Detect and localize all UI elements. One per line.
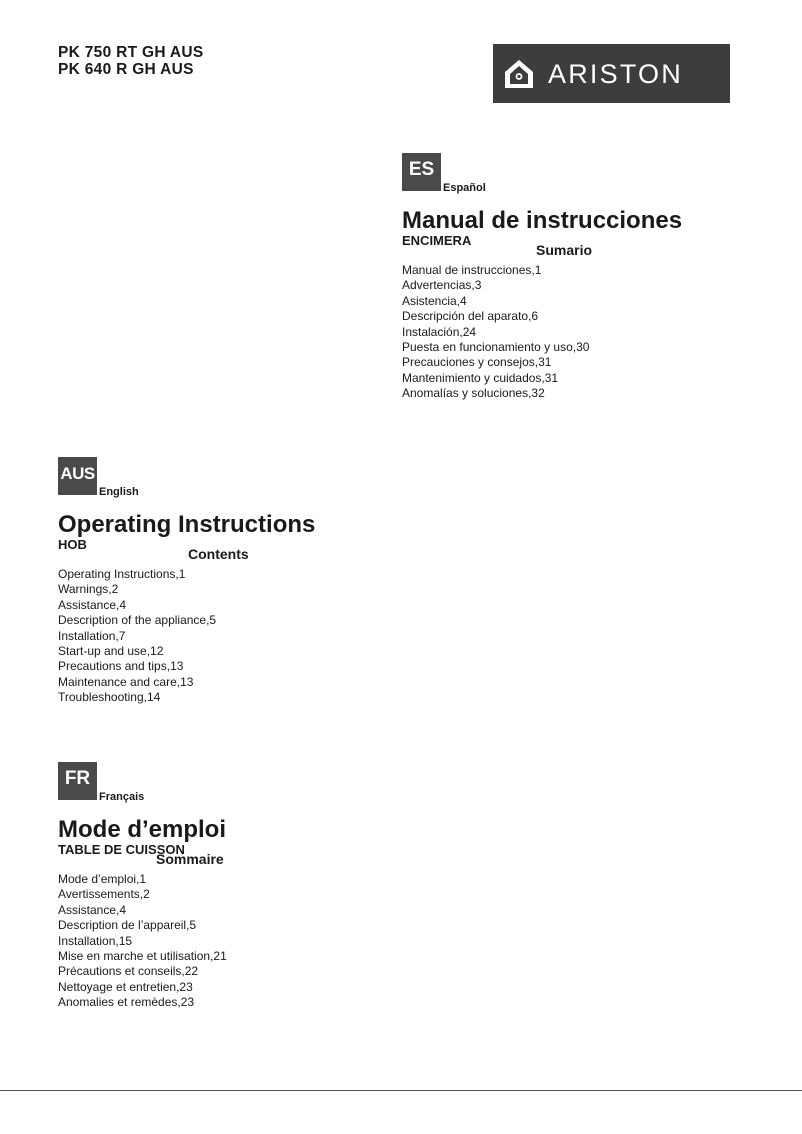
contents-heading: Contents xyxy=(188,546,249,562)
appliance-type: HOB xyxy=(58,537,87,552)
footer-divider xyxy=(0,1090,802,1091)
toc-item: Avertissements,2 xyxy=(58,887,150,902)
toc-item: Installation,15 xyxy=(58,933,133,948)
brand-name: ARISTON xyxy=(548,59,683,89)
manual-title: Mode d’emploi xyxy=(58,816,226,843)
toc-item: Mise en marche et utilisation,21 xyxy=(58,949,227,964)
model-number: PK 640 R GH AUS xyxy=(58,61,194,78)
language-badge: FR xyxy=(58,762,97,800)
model-numbers xyxy=(58,44,203,78)
table-of-contents xyxy=(58,567,315,706)
toc-item: Descripción del aparato,6 xyxy=(402,309,539,324)
appliance-type: ENCIMERA xyxy=(402,233,472,248)
toc-item: Description of the appliance,5 xyxy=(58,613,217,628)
table-of-contents xyxy=(402,263,682,402)
house-icon xyxy=(503,58,535,90)
language-badge: ES xyxy=(402,153,441,191)
toc-item: Troubleshooting,14 xyxy=(58,690,161,705)
appliance-type: TABLE DE CUISSON xyxy=(58,842,185,857)
language-label: Español xyxy=(443,182,486,194)
toc-item: Puesta en funcionamiento y uso,30 xyxy=(402,340,590,355)
contents-heading: Sumario xyxy=(536,242,593,258)
manual-title: Operating Instructions xyxy=(58,511,316,538)
toc-item: Anomalías y soluciones,32 xyxy=(402,386,545,401)
language-badge: AUS xyxy=(58,457,97,495)
toc-item: Operating Instructions,1 xyxy=(58,567,186,581)
toc-item: Assistance,4 xyxy=(58,902,127,917)
toc-item: Precautions and tips,13 xyxy=(58,659,184,674)
toc-item: Installation,7 xyxy=(58,628,126,643)
language-label: English xyxy=(99,486,139,498)
toc-item: Asistencia,4 xyxy=(402,293,467,308)
toc-item: Précautions et conseils,22 xyxy=(58,964,199,979)
language-label: Français xyxy=(99,791,145,803)
toc-item: Mantenimiento y cuidados,31 xyxy=(402,370,559,385)
toc-item: Anomalies et remèdes,23 xyxy=(58,995,195,1010)
toc-item: Mode d’emploi,1 xyxy=(58,872,147,886)
toc-item: Advertencias,3 xyxy=(402,278,482,293)
contents-heading: Sommaire xyxy=(156,851,224,867)
toc-item: Assistance,4 xyxy=(58,597,127,612)
toc-item: Warnings,2 xyxy=(58,582,119,597)
toc-item: Maintenance and care,13 xyxy=(58,674,194,689)
toc-item: Description de l’appareil,5 xyxy=(58,918,197,933)
brand-logo xyxy=(493,44,730,103)
toc-item: Manual de instrucciones,1 xyxy=(402,263,542,277)
toc-item: Start-up and use,12 xyxy=(58,644,164,659)
section-french xyxy=(58,762,227,1011)
section-spanish xyxy=(402,153,682,402)
toc-item: Nettoyage et entretien,23 xyxy=(58,979,193,994)
manual-title: Manual de instrucciones xyxy=(402,207,683,234)
section-english xyxy=(58,457,315,706)
toc-item: Precauciones y consejos,31 xyxy=(402,355,552,370)
toc-item: Instalación,24 xyxy=(402,324,477,339)
model-number: PK 750 RT GH AUS xyxy=(58,44,204,61)
table-of-contents xyxy=(58,872,227,1011)
